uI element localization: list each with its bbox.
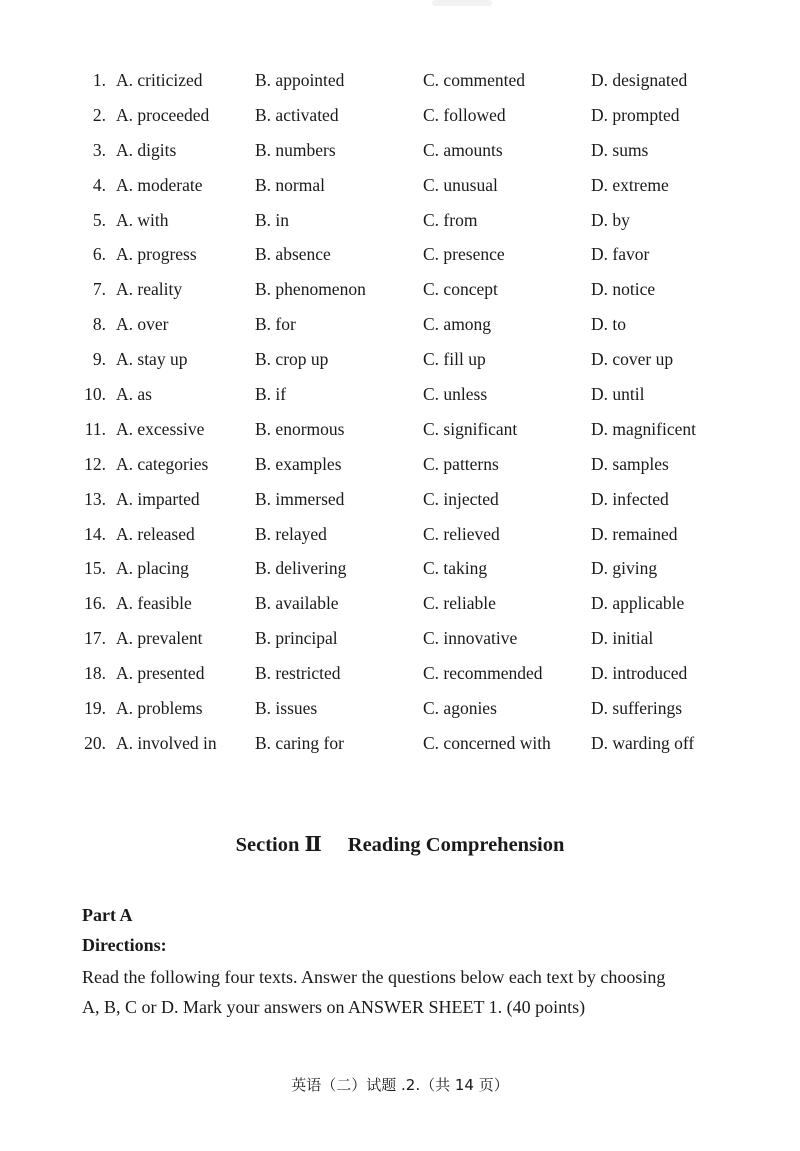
- option-c: C. commented: [423, 70, 526, 90]
- directions-line-2: A, B, C or D. Mark your answers on ANSWER SHEET 1. (40 points): [82, 997, 586, 1017]
- option-c: C. unusual: [423, 174, 498, 195]
- directions-line-1: Read the following four texts. Answer the questions below each text by choosing: [82, 967, 666, 987]
- question-row: [0, 171, 800, 206]
- option-c: C. amounts: [423, 139, 503, 160]
- option-d: D. applicable: [591, 593, 685, 614]
- option-b: B. enormous: [255, 418, 345, 439]
- question-row: [0, 729, 800, 764]
- option-c: C. among: [423, 314, 492, 335]
- option-c: C. reliable: [423, 593, 496, 614]
- directions-label: Directions:: [82, 935, 167, 955]
- option-d: D. notice: [591, 279, 656, 300]
- part-label: Part A: [82, 905, 133, 925]
- option-d: D. cover up: [591, 349, 674, 370]
- option-a: A. reality: [116, 279, 183, 300]
- question-number: 10.: [84, 384, 106, 405]
- option-a: A. problems: [116, 698, 203, 719]
- option-b: B. restricted: [255, 663, 341, 684]
- option-d: D. to: [591, 314, 626, 335]
- option-b: B. appointed: [255, 70, 345, 90]
- option-a: A. involved in: [116, 732, 217, 753]
- option-c: C. injected: [423, 488, 499, 509]
- question-row: [0, 694, 800, 729]
- option-d: D. until: [591, 384, 645, 405]
- question-number: 19.: [84, 698, 106, 719]
- question-number: 20.: [84, 732, 106, 753]
- option-b: B. immersed: [255, 488, 345, 509]
- option-a: A. feasible: [116, 593, 192, 614]
- question-row: [0, 554, 800, 589]
- option-d: D. infected: [591, 488, 669, 509]
- option-a: A. released: [116, 523, 195, 544]
- directions-text: [82, 962, 722, 1022]
- option-c: C. fill up: [423, 349, 486, 370]
- question-number: 9.: [92, 349, 106, 370]
- option-a: A. excessive: [116, 418, 205, 439]
- option-a: A. proceeded: [116, 104, 210, 125]
- option-b: B. principal: [255, 628, 338, 649]
- question-number: 5.: [92, 209, 106, 230]
- answer-options-list: [0, 66, 800, 764]
- option-d: D. designated: [591, 70, 688, 90]
- question-number: 2.: [92, 104, 106, 125]
- option-c: C. concept: [423, 279, 498, 300]
- question-row: [0, 589, 800, 624]
- section-label: Section Ⅱ: [235, 834, 322, 856]
- option-c: C. presence: [423, 244, 505, 265]
- question-number: 11.: [84, 418, 106, 439]
- option-d: D. giving: [591, 558, 658, 579]
- option-b: B. numbers: [255, 139, 336, 160]
- option-b: B. in: [255, 209, 290, 230]
- option-a: A. over: [116, 314, 169, 335]
- question-number: 8.: [92, 314, 106, 335]
- option-b: B. delivering: [255, 558, 347, 579]
- question-number: 13.: [84, 488, 106, 509]
- option-c: C. patterns: [423, 453, 499, 474]
- question-row: [0, 485, 800, 520]
- question-number: 3.: [92, 139, 106, 160]
- question-number: 17.: [84, 628, 106, 649]
- option-c: C. followed: [423, 104, 506, 125]
- question-number: 7.: [92, 279, 106, 300]
- option-c: C. significant: [423, 418, 518, 439]
- option-b: B. if: [255, 384, 287, 405]
- option-c: C. unless: [423, 384, 488, 405]
- question-number: 12.: [84, 453, 106, 474]
- option-d: D. prompted: [591, 104, 680, 125]
- option-b: B. crop up: [255, 349, 329, 370]
- question-row: [0, 450, 800, 485]
- option-d: D. initial: [591, 628, 654, 649]
- question-row: [0, 310, 800, 345]
- option-b: B. activated: [255, 104, 339, 125]
- option-b: B. caring for: [255, 732, 344, 753]
- question-row: [0, 624, 800, 659]
- option-a: A. digits: [116, 139, 177, 160]
- option-d: D. warding off: [591, 732, 695, 753]
- question-number: 18.: [84, 663, 106, 684]
- option-a: A. with: [116, 209, 169, 230]
- option-c: C. taking: [423, 558, 488, 579]
- option-a: A. moderate: [116, 174, 203, 195]
- question-number: 1.: [92, 70, 106, 90]
- question-number: 4.: [92, 174, 106, 195]
- option-d: D. samples: [591, 453, 669, 474]
- question-row: [0, 136, 800, 171]
- option-a: A. progress: [116, 244, 197, 265]
- option-a: A. imparted: [116, 488, 200, 509]
- question-row: [0, 520, 800, 555]
- option-b: B. issues: [255, 698, 318, 719]
- option-a: A. categories: [116, 453, 209, 474]
- question-row: [0, 206, 800, 241]
- section-title: Reading Comprehension: [347, 834, 565, 856]
- question-number: 14.: [84, 523, 106, 544]
- option-a: A. stay up: [116, 349, 188, 370]
- question-row: [0, 275, 800, 310]
- option-a: A. prevalent: [116, 628, 203, 649]
- option-b: B. available: [255, 593, 339, 614]
- option-c: C. from: [423, 209, 478, 230]
- option-d: D. by: [591, 209, 630, 230]
- option-c: C. agonies: [423, 698, 497, 719]
- section-heading: [0, 832, 800, 857]
- option-b: B. phenomenon: [255, 279, 366, 300]
- option-a: A. placing: [116, 558, 189, 579]
- option-c: C. concerned with: [423, 732, 551, 753]
- option-a: A. as: [116, 384, 152, 405]
- question-row: [0, 66, 800, 101]
- option-d: D. favor: [591, 244, 650, 265]
- question-row: [0, 415, 800, 450]
- option-a: A. presented: [116, 663, 205, 684]
- option-d: D. sums: [591, 139, 649, 160]
- question-number: 6.: [92, 244, 106, 265]
- question-row: [0, 101, 800, 136]
- question-row: [0, 345, 800, 380]
- option-d: D. magnificent: [591, 418, 696, 439]
- option-b: B. absence: [255, 244, 331, 265]
- option-a: A. criticized: [116, 70, 203, 90]
- question-number: 15.: [84, 558, 106, 579]
- option-c: C. recommended: [423, 663, 543, 684]
- option-b: B. relayed: [255, 523, 327, 544]
- question-row: [0, 659, 800, 694]
- question-row: [0, 380, 800, 415]
- option-b: B. examples: [255, 453, 342, 474]
- option-c: C. relieved: [423, 523, 500, 544]
- option-b: B. normal: [255, 174, 325, 195]
- option-d: D. introduced: [591, 663, 688, 684]
- question-number: 16.: [84, 593, 106, 614]
- option-d: D. sufferings: [591, 698, 683, 719]
- option-c: C. innovative: [423, 628, 518, 649]
- option-d: D. extreme: [591, 174, 669, 195]
- page-footer: 英语（二）试题 .2.（共 14 页）: [291, 1076, 509, 1094]
- option-b: B. for: [255, 314, 296, 335]
- option-d: D. remained: [591, 523, 678, 544]
- scan-mark: [432, 0, 492, 6]
- question-row: [0, 240, 800, 275]
